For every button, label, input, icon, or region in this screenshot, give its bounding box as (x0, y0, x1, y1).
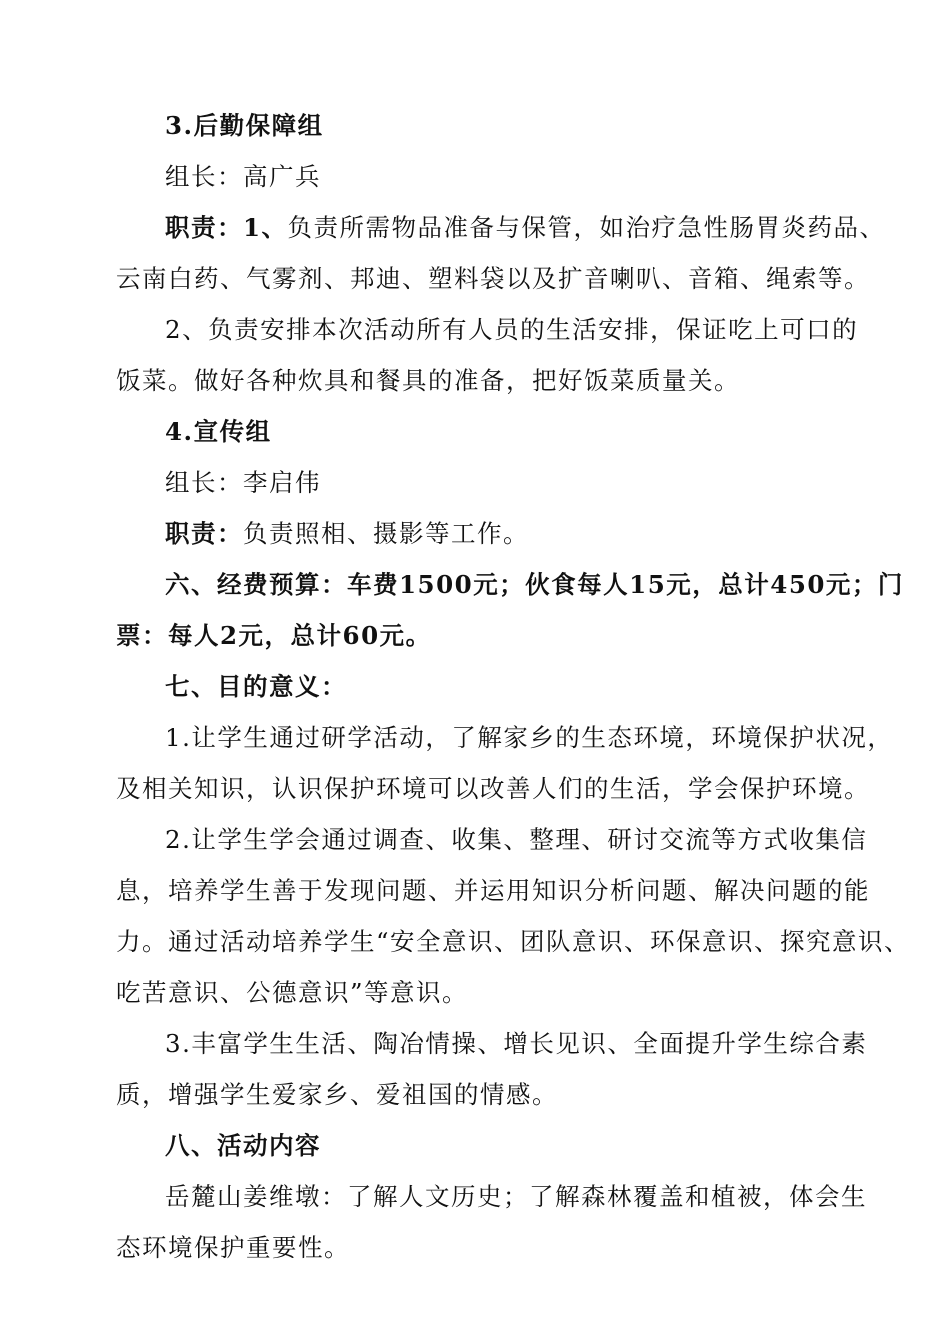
purpose-p2-line1: 2.让学生学会通过调查、收集、整理、研讨交流等方式收集信 (165, 825, 868, 854)
purpose-p2-line2: 息，培养学生善于发现问题、并运用知识分析问题、解决问题的能 (116, 876, 870, 905)
budget-line2: 票：每人2元，总计60元。 (116, 621, 432, 650)
publicity-leader: 组长：李启伟 (165, 468, 321, 497)
purpose-p3-line2: 质，增强学生爱家乡、爱祖国的情感。 (116, 1080, 558, 1109)
logistics-duty1-line1 (116, 202, 886, 253)
logistics-duty1-line2: 云南白药、气雾剂、邦迪、塑料袋以及扩音喇叭、音箱、绳索等。 (116, 264, 870, 293)
purpose-p2-line3: 力。通过活动培养学生“安全意识、团队意识、环保意识、探究意识、 (116, 927, 911, 956)
activities-heading: 八、活动内容 (165, 1131, 321, 1160)
duty-text: 负责所需物品准备与保管，如治疗急性肠胃炎药品、 (287, 213, 886, 242)
duty-label: 职责： (165, 519, 243, 548)
purpose-p2-line4: 吃苦意识、公德意识”等意识。 (116, 978, 469, 1007)
logistics-duty2-line2: 饭菜。做好各种炊具和餐具的准备，把好饭菜质量关。 (116, 366, 740, 395)
purpose-p3-line1: 3.丰富学生生活、陶冶情操、增长见识、全面提升学生综合素 (165, 1029, 868, 1058)
activities-line1: 岳麓山姜维墩：了解人文历史；了解森林覆盖和植被，体会生 (165, 1182, 867, 1211)
publicity-duty (116, 508, 840, 559)
publicity-heading: 4.宣传组 (165, 417, 272, 446)
logistics-leader: 组长：高广兵 (165, 162, 321, 191)
purpose-p1-line2: 及相关知识，认识保护环境可以改善人们的生活，学会保护环境。 (116, 774, 870, 803)
budget-line1: 六、经费预算：车费1500元；伙食每人15元，总计450元；门 (165, 570, 904, 599)
logistics-duty2-line1: 2、负责安排本次活动所有人员的生活安排，保证吃上可口的 (165, 315, 859, 344)
document-page (116, 100, 911, 1273)
purpose-p1-line1: 1.让学生通过研学活动，了解家乡的生态环境，环境保护状况， (165, 723, 894, 752)
duty-label: 职责：1、 (165, 213, 288, 242)
logistics-heading: 3.后勤保障组 (165, 111, 324, 140)
activities-line2: 态环境保护重要性。 (116, 1233, 350, 1262)
purpose-heading: 七、目的意义： (165, 672, 347, 701)
duty-text: 负责照相、摄影等工作。 (243, 519, 529, 548)
